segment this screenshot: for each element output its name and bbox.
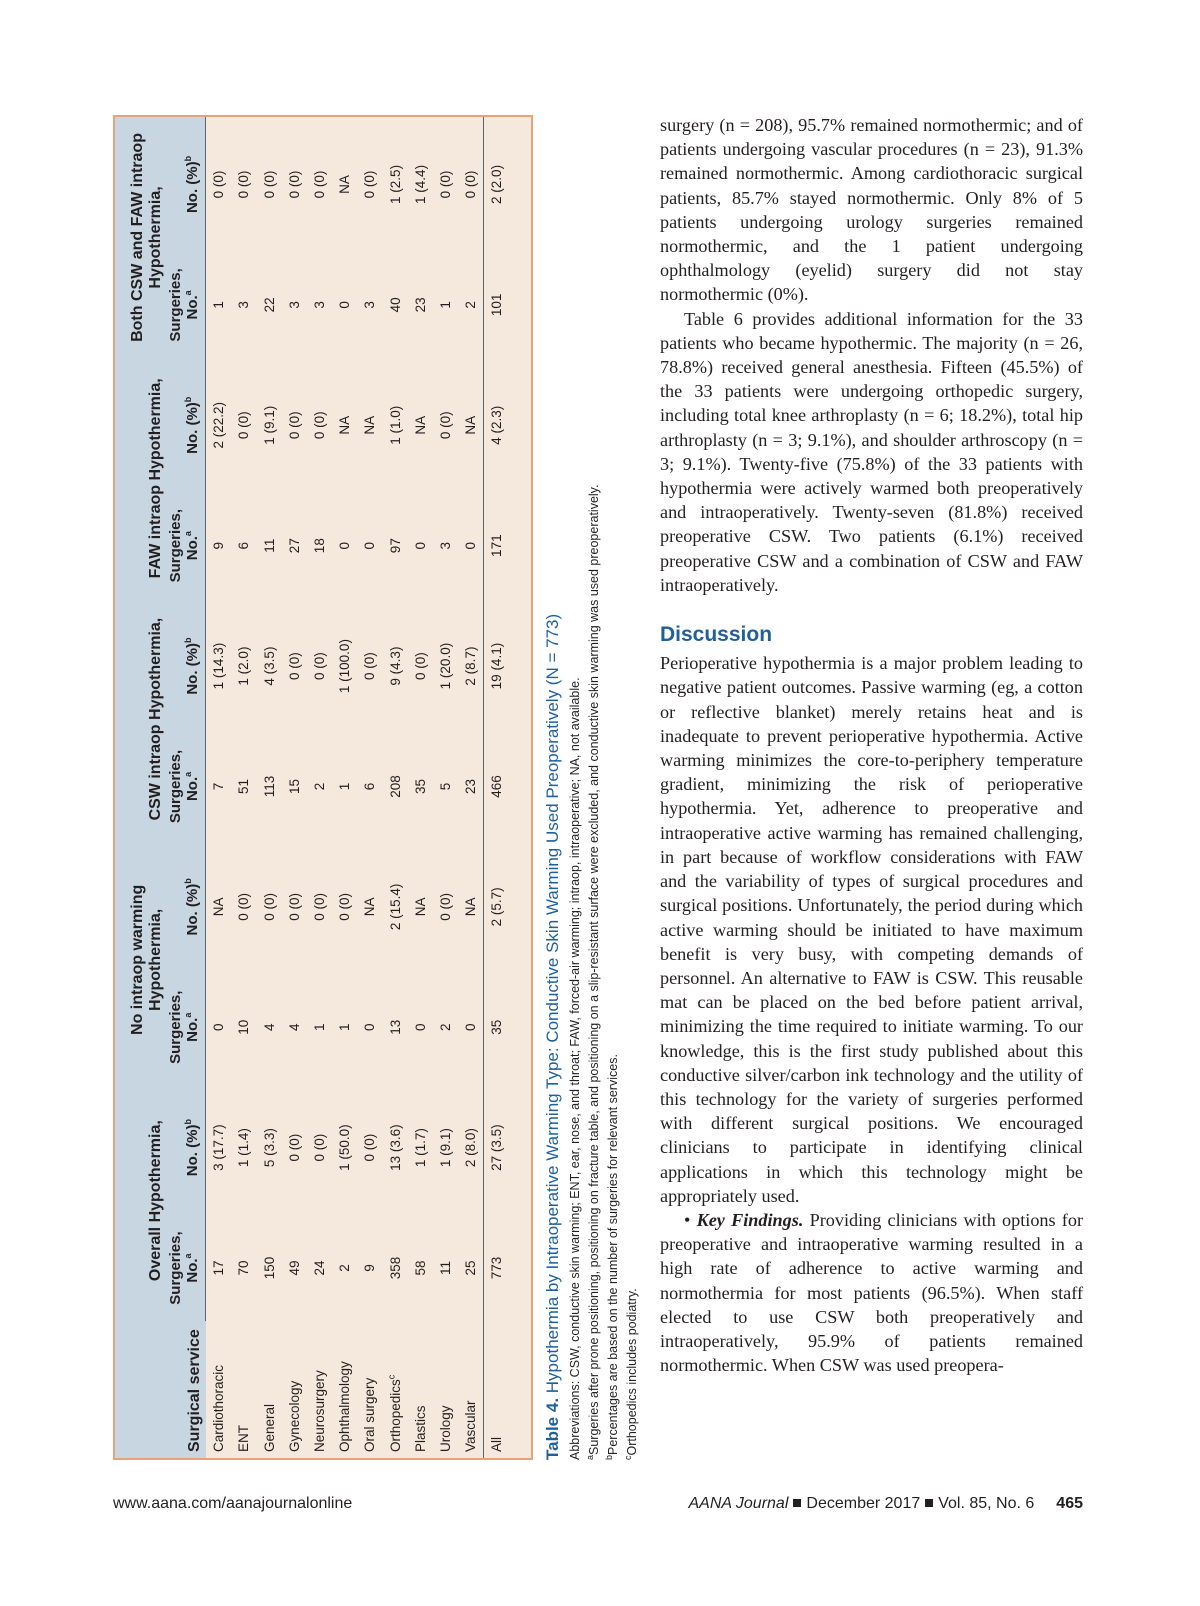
table-cell: 2 (8.7) (463, 646, 479, 686)
col-header-pct-marker: b (182, 396, 193, 403)
table-cell: 0 (0) (286, 652, 302, 680)
table-cell: 2 (2.0) (484, 117, 510, 252)
group-header-no-intraop: No intraop warming Hypothermia, (115, 839, 166, 1080)
table-cell: 35 (412, 778, 428, 794)
table-cell: 6 (236, 541, 252, 550)
col-header-surgeries (166, 493, 206, 599)
table-cell: 2 (438, 1023, 454, 1031)
table-cell: 1 (337, 1023, 353, 1031)
table-cell: 2 (8.0) (463, 1128, 479, 1168)
table-cell: 113 (261, 775, 277, 798)
table-cell: 49 (286, 1260, 302, 1276)
table-cell: 11 (261, 538, 277, 553)
table-cell: 1 (1.4) (236, 1128, 252, 1168)
table-row (231, 117, 256, 1458)
table-cell: 2 (15.4) (387, 883, 403, 931)
table-cell: 10 (236, 1019, 252, 1035)
cell-service-name: Oral surgery (362, 1377, 378, 1452)
table-cell: 1 (337, 782, 353, 791)
table-cell: 2 (312, 782, 327, 791)
table-cell: 2 (463, 301, 479, 309)
table-cell: 0 (0) (286, 1133, 302, 1162)
discussion-heading: Discussion (660, 623, 773, 647)
cell-service-name: Cardiothoracic (210, 1364, 226, 1452)
table-cell: 25 (463, 1260, 479, 1276)
col-header-surgeries-text: Surgeries, No. (167, 1231, 201, 1305)
cell-service (357, 1321, 382, 1458)
cell-service (383, 1321, 408, 1458)
footnote-a-text: Surgeries after prone positioning, positioning on fracture table, and positioning on a slip-resistant surface were excluded, and conductive skin warming was used preoperatively. (587, 484, 601, 1455)
group-header-both: Both CSW and FAW intraop Hypothermia, (115, 117, 166, 358)
col-header-pct-marker: b (182, 1119, 193, 1125)
table-cell: 0 (0) (438, 892, 454, 921)
table-cell: 1 (211, 301, 227, 309)
hypothermia-table (115, 117, 510, 1458)
table-cell: 0 (0) (463, 170, 479, 199)
table-cell: 3 (236, 301, 252, 309)
group-header-csw: CSW intraop Hypothermia, (115, 599, 166, 840)
cell-service-name: Urology (438, 1405, 454, 1452)
table-cell: 18 (312, 538, 327, 554)
footnote-c-marker: c (622, 1455, 633, 1460)
table-cell: 15 (286, 778, 302, 794)
col-header-pct (166, 839, 206, 974)
table-cell: 19 (4.1) (484, 599, 510, 734)
table-cell: 0 (211, 1023, 227, 1031)
table-container (113, 115, 533, 1460)
cell-service (231, 1321, 256, 1458)
col-header-pct-marker: b (182, 878, 193, 884)
table-cell: 0 (0) (261, 170, 277, 199)
col-header-pct-marker: b (182, 637, 193, 643)
page-number: 465 (1056, 1495, 1083, 1512)
bullet-glyph: • (684, 1209, 691, 1230)
table-cell: 0 (463, 541, 479, 550)
cell-service-marker: c (386, 1374, 397, 1380)
table-cell: 0 (0) (312, 892, 327, 921)
table-cell: 58 (412, 1260, 428, 1276)
col-header-surgeries-text: Surgeries, No. (167, 268, 201, 342)
col-header-surgeries-marker: a (182, 1012, 193, 1018)
table-cell: 1 (100.0) (337, 639, 353, 694)
table-cell: 773 (484, 1215, 510, 1321)
table-cell: 13 (3.6) (387, 1124, 403, 1171)
table-cell: NA (362, 415, 378, 435)
footer-date: December 2017 (806, 1495, 921, 1512)
table-cell: 0 (0) (362, 1133, 378, 1162)
table-cell: 1 (312, 1023, 327, 1031)
table-row (257, 117, 282, 1458)
table-cell: 466 (484, 733, 510, 839)
col-header-surgeries (166, 1215, 206, 1321)
table-cell: 1 (4.4) (412, 164, 428, 204)
table-cell: 0 (0) (438, 170, 454, 199)
table-cell: 1 (9.1) (261, 405, 277, 445)
table-cell: 1 (1.0) (387, 405, 403, 445)
footer-volume: Vol. 85, No. 6 (938, 1495, 1035, 1512)
footnote-a (584, 115, 601, 1460)
table-cell: 0 (337, 301, 353, 309)
table-cell: 0 (0) (362, 652, 378, 680)
cell-service (282, 1321, 307, 1458)
footnote-c-text: Orthopedics includes podiatry. (625, 1288, 639, 1456)
table-cell: 0 (0) (412, 652, 428, 680)
page-footer (113, 1495, 1083, 1519)
table-cell: 1 (1.7) (412, 1128, 428, 1168)
table-cell: 9 (362, 1264, 378, 1272)
col-header-surgeries-text: Surgeries, No. (167, 749, 201, 824)
col-header-pct (166, 358, 206, 493)
col-header-surgeries-text: Surgeries, No. (167, 508, 201, 583)
table-cell: NA (362, 897, 378, 917)
table-cell: 4 (286, 1023, 302, 1031)
table-cell: 0 (0) (312, 1133, 327, 1162)
col-header-surgeries-text: Surgeries, No. (167, 990, 201, 1064)
table-cell: 0 (0) (236, 170, 252, 199)
footnote-a-marker: a (584, 1454, 595, 1460)
table-cell: 0 (0) (286, 892, 302, 921)
key-findings-text: Providing clinicians with options for preoperative and intraoperative warming resulted in a high rate of adherence to active warming and normothermia for most patients (96.5%). When staff elected to use CSW both preoperatively and intraoperatively, 95.9% of patients remained normothermic. When CSW was used preopera- (660, 1209, 1084, 1376)
table-cell: 0 (0) (261, 892, 277, 921)
table-cell: 0 (0) (236, 411, 252, 440)
table-cell: 3 (286, 301, 302, 309)
table-cell: 1 (50.0) (337, 1124, 353, 1171)
table-cell: 2 (5.7) (484, 839, 510, 974)
table-cell: 0 (463, 1023, 479, 1031)
paragraph-discussion: Perioperative hypothermia is a major problem leading to negative patient outcomes. Passive warming (eg, a cotton or reflective blanket) merely retains heat and is inadequate to prevent perioperative hypothermia. Active warming minimizes the core-to-periphery temperature gradient, minimizing the risk of perioperative hypothermia. Yet, adherence to preoperative and intraoperative active warming has remained challenging, in part because of workflow considerations with FAW and the variability of types of surgical procedures and surgical positions. Unfortunately, the period during which active warming should be initiated to have maximum benefit is very busy, with competing demands of personnel. An alternative to FAW is CSW. This reusable mat can be placed on the bed before patient arrival, minimizing the time required to initiate warming. To our knowledge, this is the first study published about this conductive silver/carbon ink technology and the utility of this technology for the variety of surgeries performed with different surgical positions. We encouraged clinicians to participate in identifying clinical applications in which this technology might be appropriately used. (660, 653, 1083, 1206)
table-cell: 27 (286, 538, 302, 554)
col-header-pct-text: No. (%) (183, 402, 201, 454)
table-row (307, 117, 332, 1458)
cell-service (332, 1321, 357, 1458)
paragraph-key-findings (660, 1208, 1083, 1377)
table-cell: 1 (438, 301, 454, 309)
table-cell: 0 (0) (236, 892, 252, 921)
table-cell: 358 (387, 1256, 403, 1280)
cell-service (433, 1321, 458, 1458)
footnote-b-text: Percentages are based on the number of surgeries for relevant services. (606, 1054, 620, 1455)
footnote-b-marker: b (603, 1454, 614, 1460)
table-cell: 17 (211, 1260, 227, 1276)
table-cell: 5 (438, 782, 454, 791)
col-header-surgeries (166, 974, 206, 1080)
table-cell: NA (211, 897, 227, 917)
table-cell: 7 (211, 782, 227, 791)
table-cell: NA (463, 415, 479, 435)
col-header-pct (166, 1080, 206, 1215)
table-caption (543, 115, 563, 1460)
table-cell: 1 (2.5) (387, 164, 403, 204)
table-cell: 0 (0) (286, 170, 302, 199)
table-cell: 23 (412, 297, 428, 313)
table-cell: 0 (0) (312, 652, 327, 680)
table-row (433, 117, 458, 1458)
cell-service (484, 1321, 510, 1458)
table-cell: 3 (312, 301, 327, 309)
table-cell: 9 (211, 541, 227, 550)
table-cell: 70 (236, 1260, 252, 1276)
table-cell: 0 (0) (337, 892, 353, 921)
body-text-column (660, 113, 1083, 1377)
col-header-surgeries-marker: a (182, 531, 193, 537)
table-cell: 51 (236, 778, 252, 794)
sub-header-row (166, 117, 206, 1458)
cell-service-name: Plastics (412, 1405, 428, 1452)
table-cell: 40 (387, 297, 403, 313)
col-header-pct-text: No. (%) (183, 161, 201, 214)
table-cell: 22 (261, 297, 277, 313)
table-cell: 0 (0) (286, 411, 302, 440)
table-cell: 208 (387, 775, 403, 798)
cell-service-name: Ophthalmology (337, 1361, 353, 1452)
col-header-pct-marker: b (182, 155, 193, 162)
cell-service (307, 1321, 332, 1458)
separator-square-icon (793, 1499, 801, 1507)
table-cell: 11 (438, 1261, 454, 1276)
table-cell: NA (412, 415, 428, 435)
table-cell: 24 (312, 1260, 327, 1276)
table-cell: 2 (22.2) (211, 402, 227, 449)
table-cell: 1 (9.1) (438, 1128, 454, 1168)
table-cell: 5 (3.3) (261, 1128, 277, 1168)
cell-service-name: All (489, 1436, 505, 1452)
table-cell: 97 (387, 538, 403, 554)
table-4-rotated (113, 115, 643, 1460)
cell-service-name: Orthopedics (387, 1379, 403, 1452)
table-cell: 4 (3.5) (261, 646, 277, 686)
paragraph-table6: Table 6 provides additional information for the 33 patients who became hypothermic. The majority (n = 26, 78.8%) received general anesthesia. Fifteen (45.5%) of the 33 patients were undergoing orthopedic surgery, including total knee arthroplasty (n = 6; 18.2%), total hip arthroplasty (n = 3; 9.1%), and shoulder arthroscopy (n = 3; 9.1%). Twenty-five (75.8%) of the 33 patients with hypothermia were actively warmed both preoperatively and intraoperatively. Twenty-seven (81.8%) received preoperative CSW. Two patients (6.1%) received preoperative CSW and a combination of CSW and FAW intraoperatively. (660, 308, 1083, 595)
table-row (357, 117, 382, 1458)
table-cell: 150 (261, 1256, 277, 1280)
table-cell: 3 (17.7) (211, 1124, 227, 1171)
col-header-pct (166, 599, 206, 734)
cell-service (408, 1321, 433, 1458)
table-cell: 0 (0) (312, 170, 327, 199)
footer-url-link[interactable]: www.aana.com/aanajournalonline (113, 1495, 353, 1512)
footer-journal: AANA Journal (688, 1495, 789, 1512)
table-cell: 0 (0) (211, 170, 227, 199)
table-caption-label: Table 4. (543, 1397, 562, 1460)
table-cell: 35 (484, 974, 510, 1080)
col-header-surgeries (166, 252, 206, 358)
cell-service (458, 1321, 484, 1458)
table-row (206, 117, 232, 1458)
col-header-pct-text: No. (%) (183, 883, 201, 936)
separator-square-icon (925, 1499, 933, 1507)
col-header-pct (166, 117, 206, 252)
table-cell: NA (337, 415, 353, 435)
service-column-header: Surgical service (115, 1321, 206, 1458)
table-cell: 9 (4.3) (387, 646, 403, 686)
table-cell: 1 (20.0) (438, 642, 454, 690)
footnote-c (622, 115, 639, 1460)
table-cell: 0 (0) (362, 170, 378, 199)
table-cell: 1 (2.0) (236, 646, 252, 686)
table-cell: 4 (2.3) (484, 358, 510, 493)
table-cell: 171 (484, 493, 510, 599)
footer-citation (688, 1495, 1083, 1513)
table-cell: 3 (362, 301, 378, 309)
table-cell: 0 (362, 1023, 378, 1031)
table-body (206, 117, 510, 1458)
cell-service-name: Neurosurgery (312, 1370, 327, 1452)
group-header-overall: Overall Hypothermia, (115, 1080, 166, 1321)
table-cell: 101 (484, 252, 510, 358)
table-cell: 0 (0) (438, 411, 454, 440)
col-header-surgeries-marker: a (182, 290, 193, 296)
table-cell: 0 (337, 541, 353, 550)
col-header-surgeries-marker: a (182, 1253, 193, 1259)
cell-service-name: ENT (236, 1425, 252, 1452)
footnote-abbreviations: Abbreviations: CSW, conductive skin warming; ENT, ear, nose, and throat; FAW, forced-air warming; intraop, intraoperative; NA, not available. (568, 677, 582, 1460)
table-row (282, 117, 307, 1458)
table-cell: 2 (337, 1264, 353, 1272)
table-cell: 23 (463, 778, 479, 794)
table-cell: NA (412, 897, 428, 917)
col-header-surgeries-marker: a (182, 771, 193, 777)
table-cell: 13 (387, 1019, 403, 1035)
cell-service-name: General (261, 1403, 277, 1452)
cell-service-name: Vascular (463, 1400, 479, 1452)
table-cell: 0 (412, 541, 428, 550)
paragraph-results-continued: surgery (n = 208), 95.7% remained normothermic; and of patients undergoing vascular procedures (n = 23), 91.3% remained normothermic. Among cardiothoracic surgical patients, 85.7% stayed normothermic. Only 8% of 5 patients undergoing urology surgeries remained normothermic, and the 1 patient undergoing ophthalmology (eyelid) surgery did not stay normothermic (0%). (660, 115, 1083, 305)
table-cell: 27 (3.5) (484, 1080, 510, 1215)
table-cell: NA (337, 175, 353, 194)
table-cell: 0 (362, 541, 378, 550)
table-row (458, 117, 484, 1458)
col-header-pct-text: No. (%) (183, 642, 201, 695)
table-row (484, 117, 510, 1458)
table-cell: 3 (438, 541, 454, 550)
cell-service (257, 1321, 282, 1458)
table-cell: NA (463, 897, 479, 917)
table-cell: 0 (0) (312, 411, 327, 440)
cell-service (206, 1321, 232, 1458)
table-caption-text: Hypothermia by Intraoperative Warming Type: Conductive Skin Warming Used Preoperatively (N = 773) (543, 613, 562, 1394)
table-row (408, 117, 433, 1458)
table-cell: 1 (14.3) (211, 642, 227, 690)
col-header-surgeries (166, 733, 206, 839)
table-cell: 0 (412, 1023, 428, 1031)
table-cell: 6 (362, 782, 378, 791)
table-row (332, 117, 357, 1458)
table-row (383, 117, 408, 1458)
col-header-pct-text: No. (%) (183, 1124, 201, 1177)
footnote-b (603, 115, 620, 1460)
key-findings-label: Key Findings. (696, 1209, 804, 1230)
group-header-faw: FAW intraop Hypothermia, (115, 358, 166, 599)
cell-service-name: Gynecology (286, 1380, 302, 1452)
table-cell: 4 (261, 1023, 277, 1031)
